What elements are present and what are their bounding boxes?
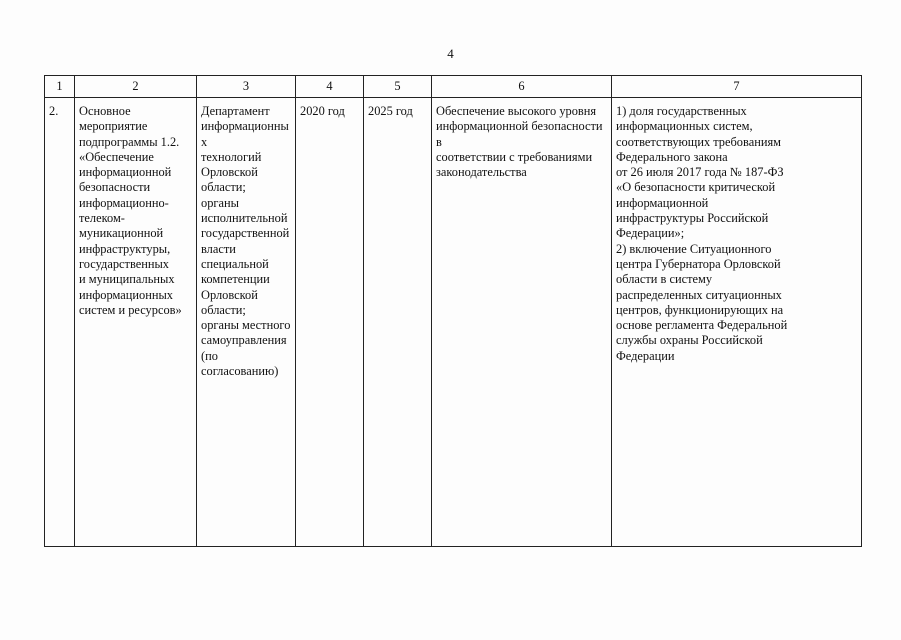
column-header-3: 3 xyxy=(197,76,296,98)
column-header-1: 1 xyxy=(45,76,75,98)
header-row xyxy=(45,76,862,98)
page-number: 4 xyxy=(447,46,454,61)
result-cell xyxy=(432,98,612,547)
column-header-6: 6 xyxy=(432,76,612,98)
measure-cell xyxy=(75,98,197,547)
column-header-7: 7 xyxy=(612,76,862,98)
end-year: 2025 год xyxy=(368,104,413,118)
start-year-cell xyxy=(296,98,364,547)
table-row xyxy=(45,98,862,547)
program-measures-table xyxy=(44,75,862,547)
column-header-5: 5 xyxy=(364,76,432,98)
measure-text: Основное мероприятие подпрограммы 1.2. «Обеспечение информационной безопасности информационно- телеком- муникационной инфраструктуры, государственных и муниципальных информационных систем и ресурсов» xyxy=(79,104,182,317)
start-year: 2020 год xyxy=(300,104,345,118)
expected-result-text: Обеспечение высокого уровня информационной безопасности в соответствии с требованиями законодательства xyxy=(436,104,603,180)
row-number-cell xyxy=(45,98,75,547)
indicators-text: 1) доля государственных информационных систем, соответствующих требованиям Федерального закона от 26 июля 2017 года № 187-ФЗ «О безопасности критической информационной инфраструктуры Российской Федерации»; 2) включение Ситуационного центра Губернатора Орловской области в систему распределенных ситуационных центров, функционирующих на основе регламента Федеральной службы охраны Российской Федерации xyxy=(616,104,788,363)
column-header-2: 2 xyxy=(75,76,197,98)
row-number: 2. xyxy=(49,104,59,118)
indicators-cell xyxy=(612,98,862,547)
column-header-4: 4 xyxy=(296,76,364,98)
end-year-cell xyxy=(364,98,432,547)
executors-cell xyxy=(197,98,296,547)
executors-text: Департамент информационных технологий Орловской области; органы исполнительной государственной власти специальной компетенции Орловской области; органы местного самоуправления (по согласованию) xyxy=(201,104,291,379)
